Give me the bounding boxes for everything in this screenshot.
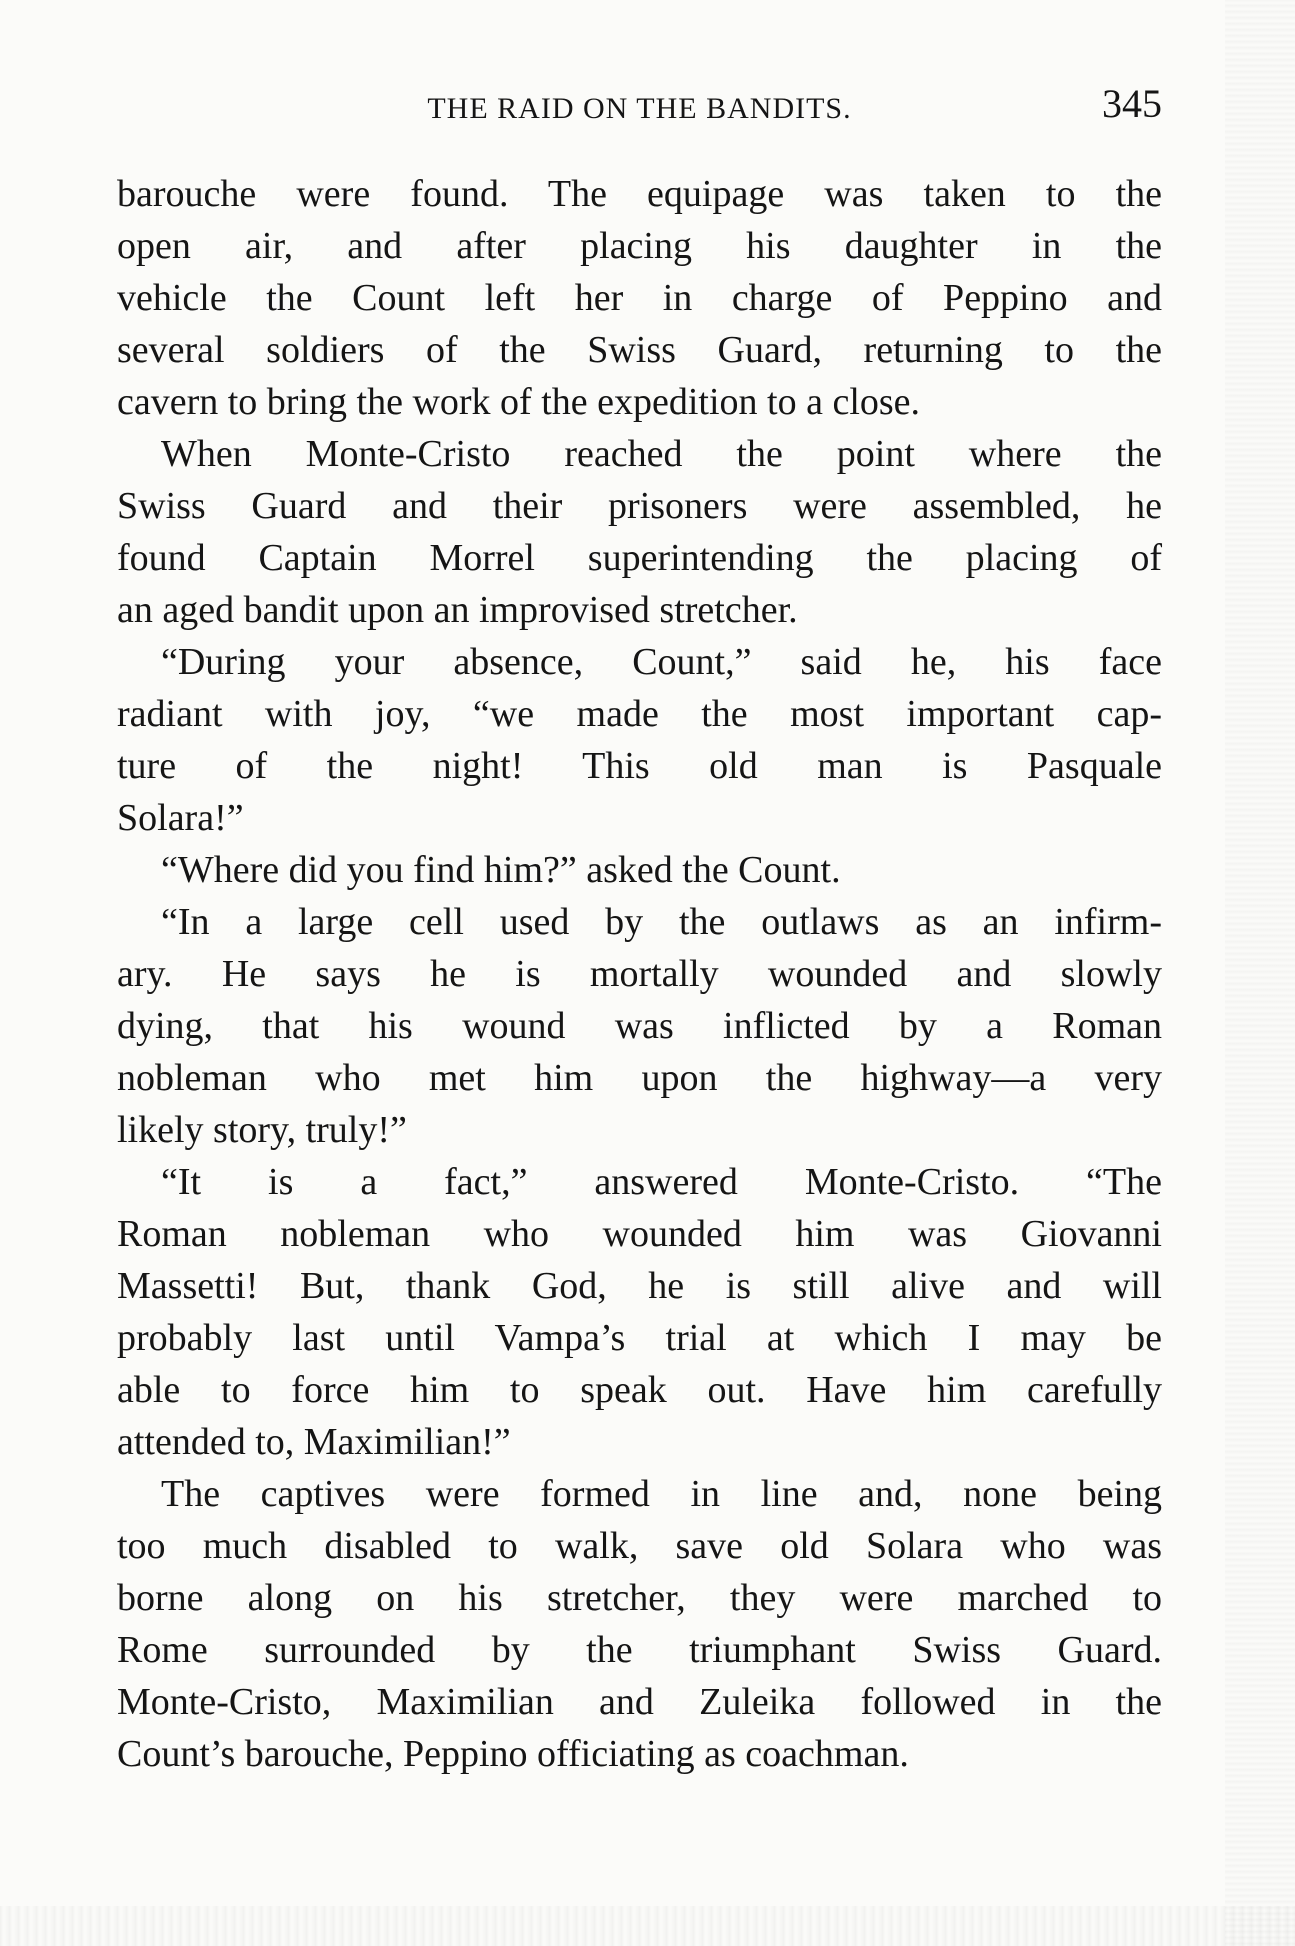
text-line: Rome surrounded by the triumphant Swiss Guard.	[117, 1629, 1162, 1671]
text-line: When Monte-Cristo reached the point where the	[161, 433, 1162, 475]
text-line: Solara!”	[117, 797, 244, 839]
text-line: “It is a fact,” answered Monte-Cristo. “The	[161, 1161, 1162, 1203]
text-line: dying, that his wound was inflicted by a Roman	[117, 1005, 1162, 1047]
text-line: Swiss Guard and their prisoners were assembled, he	[117, 485, 1162, 527]
text-line: attended to, Maximilian!”	[117, 1421, 511, 1463]
text-line: too much disabled to walk, save old Solara who was	[117, 1525, 1162, 1567]
text-line: ary. He says he is mortally wounded and slowly	[117, 953, 1162, 995]
text-line: nobleman who met him upon the highway—a very	[117, 1057, 1162, 1099]
text-line: “During your absence, Count,” said he, his face	[161, 641, 1162, 683]
body-text	[117, 168, 1162, 1780]
text-line: cavern to bring the work of the expedition to a close.	[117, 381, 921, 423]
text-line: several soldiers of the Swiss Guard, returning to the	[117, 329, 1162, 371]
text-line: “Where did you find him?” asked the Count.	[161, 849, 841, 891]
running-title: THE RAID ON THE BANDITS.	[427, 92, 852, 125]
text-line: Monte-Cristo, Maximilian and Zuleika followed in the	[117, 1681, 1162, 1723]
text-line: likely story, truly!”	[117, 1109, 407, 1151]
text-line: probably last until Vampa’s trial at which I may be	[117, 1317, 1162, 1359]
text-line: open air, and after placing his daughter in the	[117, 225, 1162, 267]
text-line: radiant with joy, “we made the most important cap-	[117, 693, 1162, 735]
text-line: an aged bandit upon an improvised stretcher.	[117, 589, 798, 631]
text-line: Count’s barouche, Peppino officiating as coachman.	[117, 1733, 909, 1775]
text-line: able to force him to speak out. Have him carefully	[117, 1369, 1162, 1411]
text-line: vehicle the Count left her in charge of Peppino and	[117, 277, 1162, 319]
text-line: ture of the night! This old man is Pasquale	[117, 745, 1162, 787]
running-head	[117, 80, 1162, 140]
text-line: Massetti! But, thank God, he is still alive and will	[117, 1265, 1162, 1307]
text-line: borne along on his stretcher, they were marched to	[117, 1577, 1162, 1619]
text-line: “In a large cell used by the outlaws as an infirm-	[161, 901, 1162, 943]
text-line: found Captain Morrel superintending the placing of	[117, 537, 1162, 579]
text-line: The captives were formed in line and, none being	[161, 1473, 1162, 1515]
scan-bottom-texture	[0, 1906, 1295, 1946]
text-line: Roman nobleman who wounded him was Giovanni	[117, 1213, 1162, 1255]
scan-edge-texture	[1225, 0, 1295, 1946]
page-number: 345	[1102, 81, 1162, 126]
text-line: barouche were found. The equipage was taken to the	[117, 173, 1162, 215]
